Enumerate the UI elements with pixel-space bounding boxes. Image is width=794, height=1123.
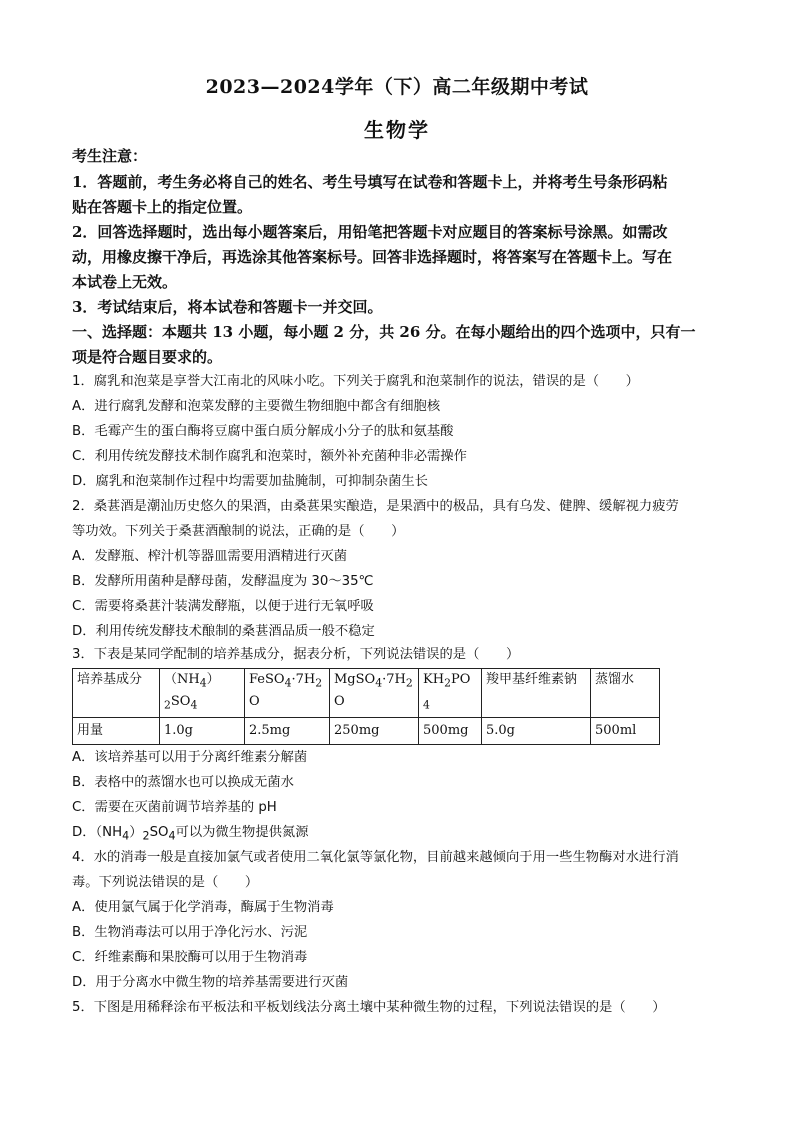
table-cell: 250mg — [330, 718, 419, 745]
table-cell: $(NH_4)$ $_2SO_4$ — [160, 669, 245, 718]
table-cell: $KH_2PO$ $_4$ — [419, 669, 482, 718]
q3-option-c: C．需要在灭菌前调节培养基的 pH — [72, 800, 277, 815]
q2-stem: 等功效。下列关于桑葚酒酿制的说法，正确的是（ ） — [72, 524, 405, 539]
q3-option-a: A．该培养基可以用于分离纤维素分解菌 — [72, 750, 308, 765]
table-cell: 2.5mg — [245, 718, 330, 745]
table-cell: 500ml — [591, 718, 660, 745]
q2-option-d: D．利用传统发酵技术酿制的桑葚酒品质一般不稳定 — [72, 624, 375, 639]
table-cell: 蒸馏水 — [591, 669, 660, 718]
notice-line: 1．答题前，考生务必将自己的姓名、考生号填写在试卷和答题卡上，并将考生号条形码粘 — [72, 173, 668, 191]
section-heading: 项是符合题目要求的。 — [72, 348, 223, 366]
q5-stem: 5．下图是用稀释涂布平板法和平板划线法分离土壤中某种微生物的过程，下列说法错误的是（ ） — [72, 1000, 666, 1015]
q3-option-d: D．$(NH_4)_2SO_4$可以为微生物提供氮源 — [72, 825, 309, 843]
q4-stem: 毒。下列说法错误的是（ ） — [72, 875, 259, 890]
subject-title: 生物学 — [364, 118, 430, 142]
table-cell: 羧甲基纤维素钠 — [482, 669, 591, 718]
table-cell: $FeSO_4\cdot 7H_2$ O — [245, 669, 330, 718]
section-heading: 一、选择题：本题共 13 小题，每小题 2 分，共 26 分。在每小题给出的四个选项中，只有一 — [72, 323, 696, 341]
notice-line: 本试卷上无效。 — [72, 273, 178, 291]
table-cell: 用量 — [73, 718, 160, 745]
q2-option-b: B．发酵所用菌种是酵母菌，发酵温度为 30～35℃ — [72, 574, 374, 589]
q2-stem: 2．桑葚酒是潮汕历史悠久的果酒，由桑葚果实酿造，是果酒中的极品，具有乌发、健脾、缓解视力疲劳 — [72, 499, 679, 514]
q4-option-d: D．用于分离水中微生物的培养基需要进行灭菌 — [72, 975, 349, 990]
table-cell: 1.0g — [160, 718, 245, 745]
q4-stem: 4．水的消毒一般是直接加氯气或者使用二氧化氯等氯化物，目前越来越倾向于用一些生物酶对水进行消 — [72, 850, 679, 865]
table-row — [73, 669, 660, 718]
q3-stem: 3．下表是某同学配制的培养基成分，据表分析，下列说法错误的是（ ） — [72, 647, 520, 662]
q4-option-c: C．纤维素酶和果胶酶可以用于生物消毒 — [72, 950, 308, 965]
notice-heading: 考生注意： — [72, 147, 148, 165]
q1-option-b: B．毛霉产生的蛋白酶将豆腐中蛋白质分解成小分子的肽和氨基酸 — [72, 424, 454, 439]
q2-option-c: C．需要将桑葚汁装满发酵瓶，以便于进行无氧呼吸 — [72, 599, 374, 614]
table-cell: 培养基成分 — [73, 669, 160, 718]
table-row — [73, 718, 660, 745]
notice-line: 2．回答选择题时，选出每小题答案后，用铅笔把答题卡对应题目的答案标号涂黑。如需改 — [72, 223, 668, 241]
notice-line: 3．考试结束后，将本试卷和答题卡一并交回。 — [72, 298, 383, 316]
q4-option-b: B．生物消毒法可以用于净化污水、污泥 — [72, 925, 308, 940]
q3-option-b: B．表格中的蒸馏水也可以换成无菌水 — [72, 775, 294, 790]
q1-option-d: D．腐乳和泡菜制作过程中均需要加盐腌制，可抑制杂菌生长 — [72, 474, 428, 489]
notice-line: 贴在答题卡上的指定位置。 — [72, 198, 253, 216]
table-cell: $MgSO_4\cdot 7H_2$ O — [330, 669, 419, 718]
q1-option-a: A．进行腐乳发酵和泡菜发酵的主要微生物细胞中都含有细胞核 — [72, 399, 441, 414]
table-cell: 500mg — [419, 718, 482, 745]
q2-option-a: A．发酵瓶、榨汁机等器皿需要用酒精进行灭菌 — [72, 549, 348, 564]
table-cell: 5.0g — [482, 718, 591, 745]
q1-option-c: C．利用传统发酵技术制作腐乳和泡菜时，额外补充菌种非必需操作 — [72, 449, 467, 464]
q4-option-a: A．使用氯气属于化学消毒，酶属于生物消毒 — [72, 900, 334, 915]
culture-medium-table — [72, 668, 660, 745]
q1-stem: 1．腐乳和泡菜是享誉大江南北的风味小吃。下列关于腐乳和泡菜制作的说法，错误的是（ ） — [72, 374, 639, 389]
notice-line: 动，用橡皮擦干净后，再选涂其他答案标号。回答非选择题时，将答案写在答题卡上。写在 — [72, 248, 673, 266]
exam-title: 2023—2024学年（下）高二年级期中考试 — [205, 76, 589, 98]
